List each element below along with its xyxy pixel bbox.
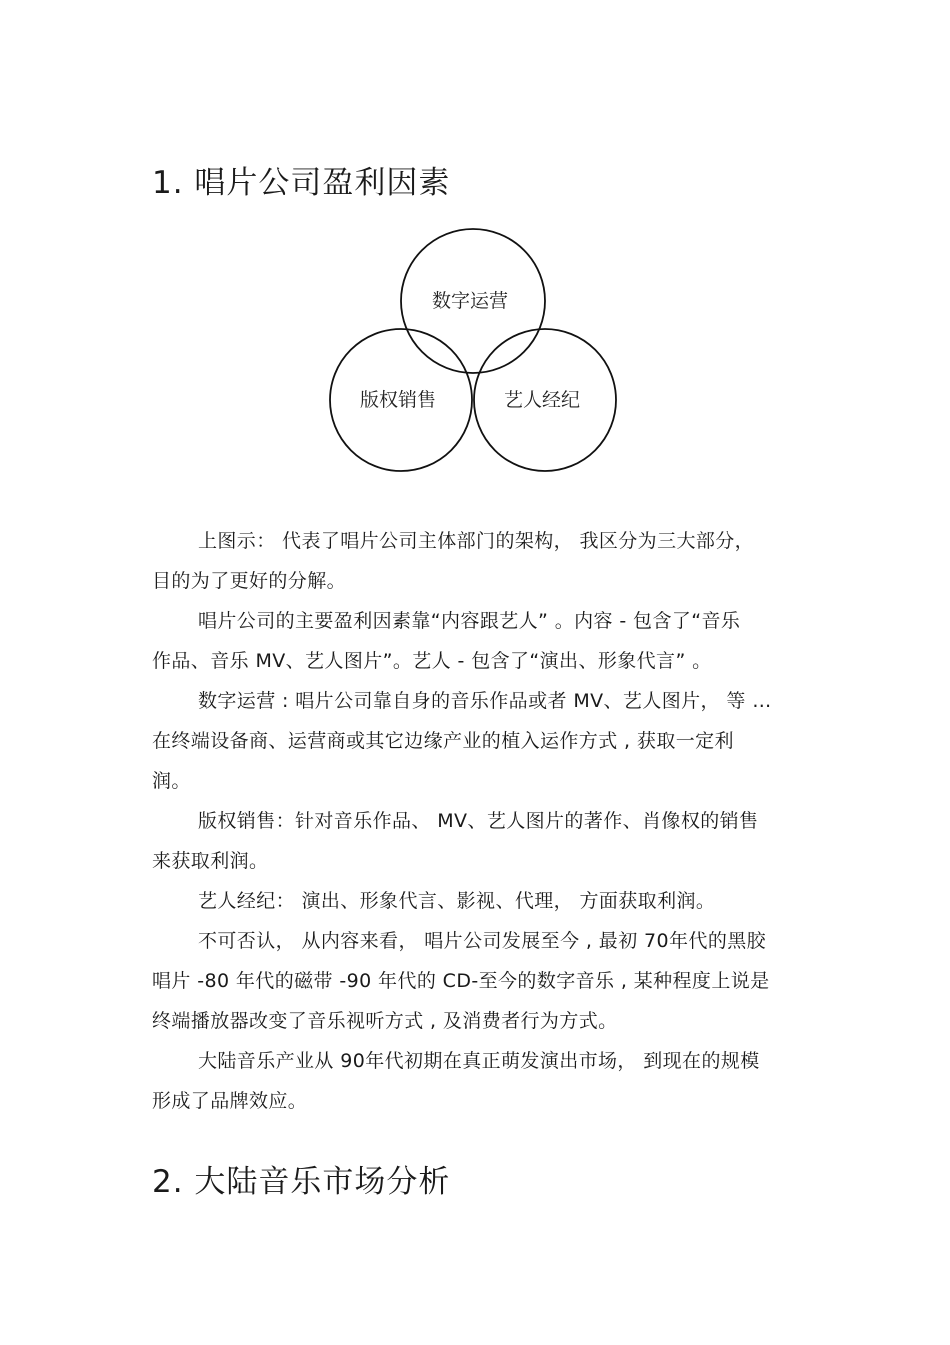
section-2-heading: 2. 大陆音乐市场分析 <box>152 1164 451 1200</box>
paragraph-mainland-industry <box>152 1041 822 1121</box>
paragraph-history <box>152 921 822 1041</box>
paragraph-line: 形成了品牌效应。 <box>152 1090 308 1112</box>
paragraph-profit-factors <box>152 601 822 681</box>
paragraph-line: 不可否认， 从内容来看， 唱片公司发展至今 , 最初 70年代的黑胶 <box>198 930 767 952</box>
paragraph-line: 目的为了更好的分解。 <box>152 570 347 592</box>
paragraph-line: 润。 <box>152 770 191 792</box>
paragraph-line: 终端播放器改变了音乐视听方式 , 及消费者行为方式。 <box>152 1010 618 1032</box>
paragraph-artist-management <box>152 881 822 921</box>
paragraph-copyright-sales <box>152 801 822 881</box>
paragraph-line: 数字运营 : 唱片公司靠自身的音乐作品或者 MV、艺人图片， 等 … <box>198 690 772 712</box>
label-artist-management: 艺人经纪 <box>503 389 581 411</box>
paragraph-line: 上图示： 代表了唱片公司主体部门的架构， 我区分为三大部分， <box>198 530 755 552</box>
label-copyright-sales: 版权销售 <box>359 389 437 411</box>
paragraph-diagram-explanation <box>152 521 822 601</box>
paragraph-line: 唱片公司的主要盈利因素靠“内容跟艺人” 。内容 - 包含了“音乐 <box>198 610 741 632</box>
paragraph-line: 来获取利润。 <box>152 850 269 872</box>
paragraph-line: 版权销售：针对音乐作品、 MV、艺人图片的著作、肖像权的销售 <box>198 810 759 832</box>
paragraph-line: 唱片 -80 年代的磁带 -90 年代的 CD-至今的数字音乐 , 某种程度上说是 <box>152 970 770 992</box>
paragraph-line: 作品、音乐 MV、艺人图片”。艺人 - 包含了“演出、形象代言” 。 <box>152 650 712 672</box>
paragraph-digital-operations <box>152 681 822 801</box>
paragraph-line: 大陆音乐产业从 90年代初期在真正萌发演出市场， 到现在的规模 <box>198 1050 760 1072</box>
label-digital-operations: 数字运营 <box>431 290 509 312</box>
paragraph-line: 艺人经纪： 演出、形象代言、影视、代理， 方面获取利润。 <box>198 890 716 912</box>
paragraph-line: 在终端设备商、运营商或其它边缘产业的植入运作方式 , 获取一定利 <box>152 730 734 752</box>
venn-diagram <box>320 225 630 480</box>
section-1-heading: 1. 唱片公司盈利因素 <box>152 165 451 201</box>
